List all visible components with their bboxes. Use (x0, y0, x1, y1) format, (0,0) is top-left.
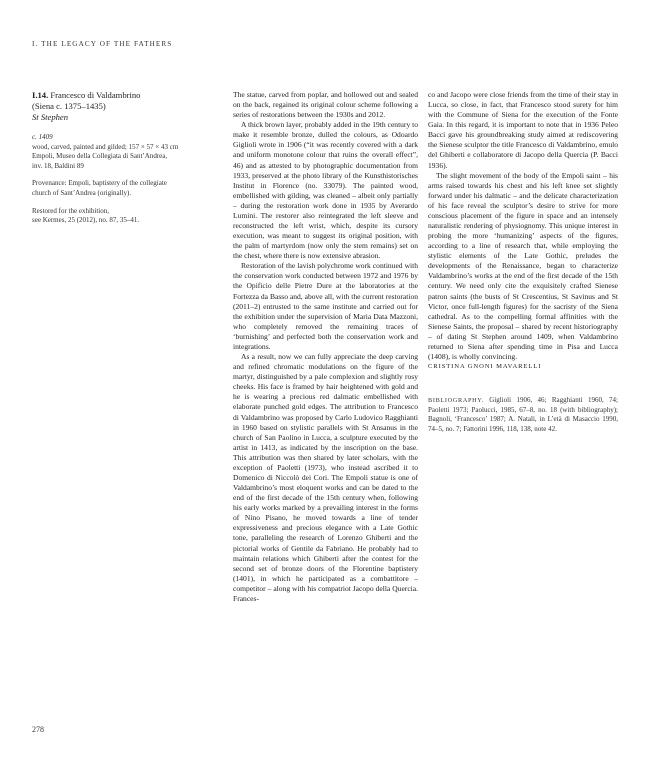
artwork-title: St Stephen (32, 112, 69, 122)
body-paragraph: A thick brown layer, probably added in the 19th century to make it resemble bronze, dulled the colours, as Odoardo Giglioli wrote in 1906 (“it was recently covered with a dark and uniform monotone colour that ruins the overall effect”, 46) and as attested to by photographic documentation from 1933, preserved at the photo library of the Kunsthistorisches Institut in Florence (no. 33079). The painted wood, embellished with gilding, was cleaned – albeit only partially – during the restoration work done in 1935 by Averardo Lumini. The restorer also reintegrated the left sleeve and reconstructed the left wrist, which, despite its cursory execution, was meant to suggest its original position, with the palm of martyrdom (now only the stem remains) set on the chest, where there is now extensive abrasion. (233, 120, 418, 261)
artist-name: Francesco di Valdambrino (50, 90, 141, 100)
page-number: 278 (32, 725, 44, 734)
body-paragraph: co and Jacopo were close friends from the time of their stay in Lucca, so close, in fact, that Francesco stood surety for him with the Commune of Siena for the execution of the Fonte Gaia. In this regard, it is important to note that in 1936 Peleo Bacci gave his groundbreaking study aimed at rediscovering the Sienese sculptor the title Francesco di Valdambrino, emulo del Ghiberti e collaboratore di Jacopo della Quercia (P. Bacci 1936). (428, 90, 618, 170)
body-column-middle (233, 90, 418, 604)
artwork-inventory: inv. 18, Baldini 89 (32, 161, 84, 170)
author-signature: CRISTINA GNONI MAVARELLI (428, 363, 542, 371)
body-paragraph: Restoration of the lavish polychrome work continued with the conservation work conducted between 1972 and 1976 by the Opificio delle Pietre Dure at the laboratories at the Fortezza da Basso and, above all, with the current restoration (2011–2) entrusted to the same institute and carried out for the exhibition under the supervision of Maria Data Mazzoni, who completely removed the remaining traces of ‘burnishing’ and perfected both the conservation work and integrations. (233, 261, 418, 351)
body-paragraph: As a result, now we can fully appreciate the deep carving and refined chromatic modulations on the figure of the martyr, distinguished by a pale complexion and slightly rosy cheeks. His face is framed by hair heightened with gold and he is wearing a precious red dalmatic embellished with elaborate punched gold edges. The attribution to Francesco di Valdambrino was proposed by Carlo Ludovico Ragghianti in 1960 based on stylistic parallels with St Ansanus in the church of San Paolino in Lucca, a sculpture executed by the artist in 1413, as indicated by the inscription on the base. This attribution was then shared by later scholars, with the exception of Paoletti (1973), who instead ascribed it to Domenico di Niccolò dei Cori. The Empoli statue is one of Valdambrino’s most eloquent works and can be dated to the end of the first decade of the 15th century when, following his early works marked by a prevailing interest in the forms of Nino Pisano, he moved towards a line of tender expressiveness and precious elegance with a Late Gothic tone, paralleling the research of Lorenzo Ghiberti and the pictorial works of Gentile da Fabriano. He probably had to maintain relations which Ghiberti after the contest for the second set of bronze doors of the Florentine baptistery (1401), in which he participated as a combattitore – competitor – along with his compatriot Jacopo della Quercia. Frances- (233, 352, 418, 603)
bibliography-label: BIBLIOGRAPHY. (428, 397, 484, 405)
entry-heading (32, 90, 222, 123)
body-column-right (428, 90, 618, 435)
artwork-location: Empoli, Museo della Collegiata di Sant’Andrea, (32, 152, 168, 161)
body-paragraph: The slight movement of the body of the Empoli saint – his arms raised towards his chest and his left knee set slightly forward under his dalmatic – and the delicate characterization of his face reveal the sculptor’s desire to strive for more conscious placement of the figure in space and an intensely naturalistic rendering of physiognomy. This unique interest in probing the more ‘humanizing’ aspects of the figures, according to a line of research that, while employing the stylistic elements of the Late Gothic, preludes the developments of the Renaissance, began to characterize Valdambrino’s works at the end of the first decade of the 15th century. We need only cite the exquisitely crafted Sienese patron saints (the busts of St Crescentius, St Savinus and St Victor, once full-length figures) for the sacristy of the Siena cathedral. As to the compelling formal affinities with the Sienese Saints, the proposal – shared by recent historiography – of dating St Stephen around 1409, when Valdambrino returned to Siena after spending time in Pisa and Lucca (1408), is wholly convincing. (428, 170, 618, 362)
artwork-date: c. 1409 (32, 133, 53, 141)
entry-metadata-column (32, 90, 222, 226)
bibliography-text: Giglioli 1906, 46; Ragghianti 1960, 74; Paoletti 1973; Paolucci, 1985, 67–8, no. 18 (with bibliography); Bagnoli, ‘Francesco’ 1987; A. Natali, in L’età di Masaccio 1990, 74–5, no. 7; Fattorini 1996, 118, 138, note 42. (428, 396, 619, 433)
running-head: I. THE LEGACY OF THE FATHERS (32, 40, 173, 48)
artwork-medium: wood, carved, painted and gilded; 157 × 57 × 43 cm (32, 142, 179, 151)
restoration-note: Restored for the exhibition, (32, 206, 109, 215)
provenance-cont: church of Sant’Andrea (originally). (32, 188, 132, 197)
artist-life-dates: (Siena c. 1375–1435) (32, 101, 106, 111)
provenance: Provenance: Empoli, baptistery of the collegiate (32, 179, 167, 188)
entry-number: I.14. (32, 90, 49, 100)
body-paragraph: The statue, carved from poplar, and hollowed out and sealed on the back, regained its original colour scheme following a series of restorations between the 1930s and 2012. (233, 90, 418, 120)
artwork-details (32, 133, 222, 226)
bibliography (428, 396, 618, 434)
restoration-reference: see Kermes, 25 (2012), no. 87, 35–41. (32, 216, 140, 225)
